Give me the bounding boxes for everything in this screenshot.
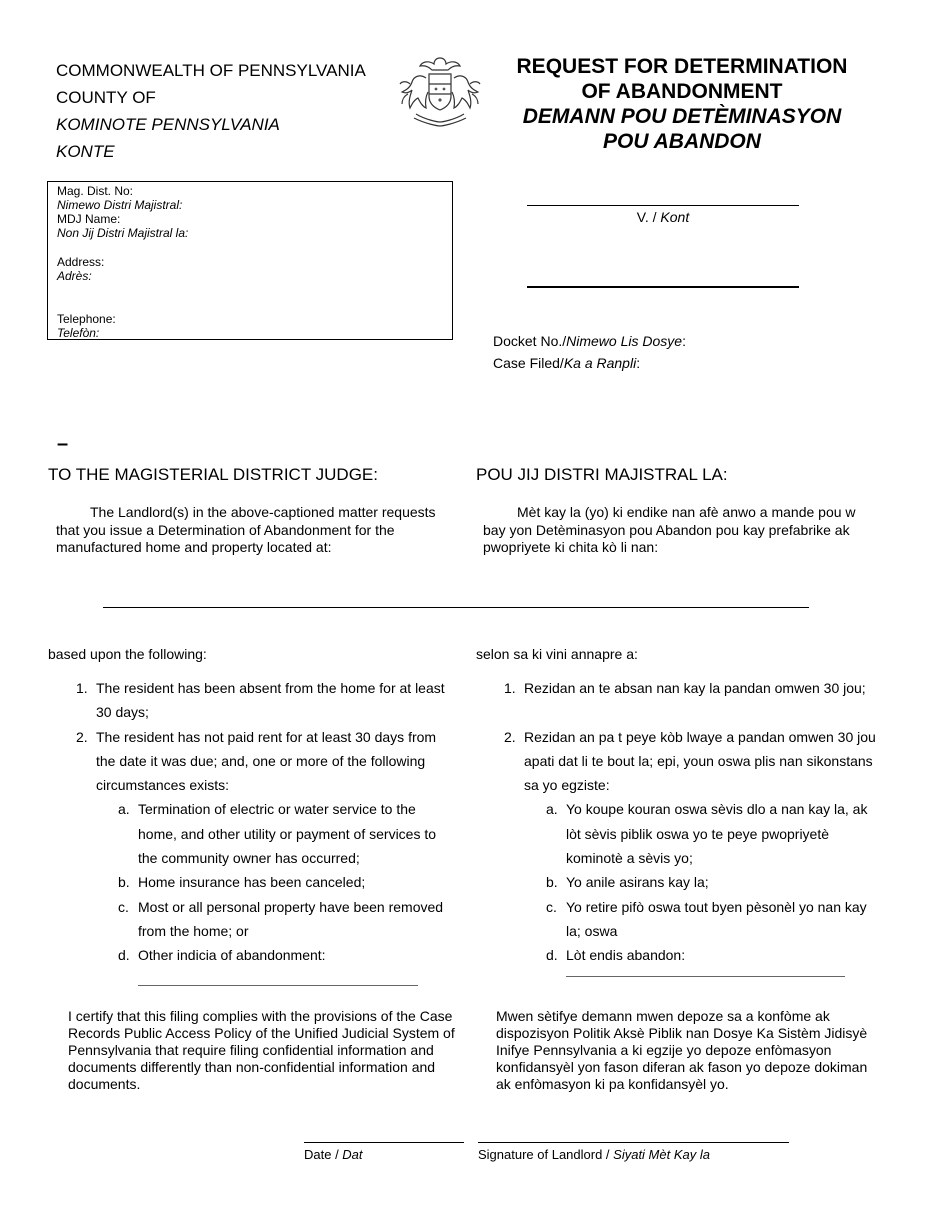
item-text: The resident has not paid rent for at least 30 days from the date it was due; and, one or more of the following circumstances exists: bbox=[96, 728, 437, 794]
filed-text-ht: Ka a Ranpli bbox=[563, 355, 637, 371]
item-letter: b. bbox=[118, 874, 130, 891]
list-item bbox=[504, 725, 880, 968]
docket-text-ht: Nimewo Lis Dosye bbox=[566, 333, 683, 349]
item-number: 1. bbox=[504, 680, 516, 696]
sub-list-item bbox=[118, 797, 452, 870]
pennsylvania-coat-of-arms-icon bbox=[396, 54, 484, 128]
title-line-3-ht: DEMANN POU DETÈMINASYON bbox=[522, 105, 842, 128]
english-based-upon: based upon the following: bbox=[48, 646, 207, 662]
item-text: Rezidan an te absan nan kay la pandan omwen 30 jou; bbox=[524, 680, 866, 696]
telephone-label: Telephone: bbox=[57, 312, 116, 326]
english-criteria-list bbox=[76, 676, 452, 968]
form-title bbox=[500, 54, 864, 154]
english-heading: TO THE MAGISTERIAL DISTRICT JUDGE: bbox=[48, 465, 378, 484]
item-text: The resident has been absent from the home for at least 30 days; bbox=[96, 680, 445, 721]
list-item bbox=[504, 676, 880, 700]
docket-colon: : bbox=[682, 333, 686, 349]
item-letter: c. bbox=[118, 898, 129, 915]
sub-list-item bbox=[118, 943, 452, 967]
item-letter: d. bbox=[546, 947, 558, 964]
address-label: Address: bbox=[57, 255, 105, 269]
date-line[interactable] bbox=[304, 1142, 464, 1143]
commonwealth-label: COMMONWEALTH OF PENNSYLVANIA bbox=[56, 61, 366, 80]
date-text-ht: Dat bbox=[342, 1147, 363, 1162]
defendant-line[interactable] bbox=[527, 286, 799, 288]
item-letter: a. bbox=[118, 801, 130, 818]
creole-intro: Mèt kay la (yo) ki endike nan afè anwo a mande pou w bay yon Detèminasyon pou Abandon pou kay prefabrike ak pwopriyete ki chita kò li nan: bbox=[483, 504, 856, 555]
telephone-label-ht: Telefòn: bbox=[57, 326, 100, 340]
versus-label bbox=[527, 209, 799, 225]
mag-dist-no-label: Mag. Dist. No: bbox=[57, 184, 134, 198]
item-letter: d. bbox=[118, 947, 130, 964]
property-address-line[interactable] bbox=[103, 607, 809, 608]
case-filed-label bbox=[493, 355, 640, 371]
item-text: Rezidan an pa t peye kòb lwaye a pandan omwen 30 jou apati dat li te bout la; epi, youn oswa plis nan sikonstans sa yo egziste: bbox=[524, 728, 876, 794]
mdj-name-label: MDJ Name: bbox=[57, 212, 121, 226]
title-line-2: OF ABANDONMENT bbox=[581, 80, 783, 103]
sub-list-item bbox=[546, 943, 880, 967]
item-text: Yo retire pifò oswa tout byen pèsonèl yo nan kay la; oswa bbox=[566, 898, 867, 939]
item-letter: a. bbox=[546, 801, 558, 818]
commonwealth-label-ht: KOMINOTE PENNSYLVANIA bbox=[56, 115, 280, 134]
english-other-indicia-line[interactable] bbox=[138, 985, 418, 986]
county-label-ht: KONTE bbox=[56, 142, 115, 161]
filed-text: Case Filed/ bbox=[493, 355, 564, 371]
sub-list-item bbox=[546, 797, 880, 870]
item-letter: b. bbox=[546, 874, 558, 891]
item-text: Termination of electric or water service to the home, and other utility or payment of services to the community owner has occurred; bbox=[138, 801, 437, 867]
title-line-1: REQUEST FOR DETERMINATION bbox=[516, 55, 848, 78]
item-text: Lòt endis abandon: bbox=[566, 947, 686, 964]
item-letter: c. bbox=[546, 898, 557, 915]
versus-text-ht: Kont bbox=[660, 209, 690, 225]
mdj-info-box bbox=[47, 181, 453, 340]
creole-based-upon: selon sa ki vini annapre a: bbox=[476, 646, 638, 662]
docket-text: Docket No./ bbox=[493, 333, 567, 349]
item-number: 2. bbox=[504, 728, 516, 745]
signature-line[interactable] bbox=[478, 1142, 789, 1143]
signature-label bbox=[478, 1147, 710, 1162]
date-text: Date / bbox=[304, 1147, 343, 1162]
mdj-name-label-ht: Non Jij Distri Majistral la: bbox=[57, 226, 189, 240]
item-text: Other indicia of abandonment: bbox=[138, 947, 326, 964]
plaintiff-line[interactable] bbox=[527, 205, 799, 206]
county-label: COUNTY OF bbox=[56, 88, 156, 107]
sub-list-item bbox=[546, 870, 880, 894]
list-item bbox=[76, 676, 452, 725]
sub-list-item bbox=[118, 870, 452, 894]
title-line-4-ht: POU ABANDON bbox=[603, 130, 761, 153]
creole-certification: Mwen sètifye demann mwen depoze sa a konfòme ak dispozisyon Politik Aksè Piblik nan Dosye Ka Sistèm Jidisyè Inifye Pennsylvania a ki egzije yo depoze enfòmasyon konfidansyèl yon fason diferan ak fason yo depoze dokiman ak enfòmasyon ki pa konfidansyèl yo. bbox=[496, 1008, 868, 1092]
filed-colon: : bbox=[636, 355, 641, 371]
date-label bbox=[304, 1147, 363, 1162]
versus-text: V. / bbox=[636, 209, 661, 225]
mag-dist-no-label-ht: Nimewo Distri Majistral: bbox=[57, 198, 183, 212]
sub-list-item bbox=[118, 895, 452, 944]
dash-mark: – bbox=[57, 433, 69, 455]
item-text: Yo koupe kouran oswa sèvis dlo a nan kay la, ak lòt sèvis piblik oswa yo te peye pwopriyetè kominotè a sèvis yo; bbox=[566, 801, 868, 867]
creole-other-indicia-line[interactable] bbox=[566, 976, 845, 977]
list-item bbox=[76, 725, 452, 968]
docket-no-label bbox=[493, 333, 686, 349]
item-text: Most or all personal property have been removed from the home; or bbox=[138, 898, 444, 939]
signature-text: Signature of Landlord / bbox=[478, 1147, 614, 1162]
creole-heading: POU JIJ DISTRI MAJISTRAL LA: bbox=[476, 465, 728, 484]
sub-list-item bbox=[546, 895, 880, 944]
english-intro: The Landlord(s) in the above-captioned matter requests that you issue a Determination of Abandonment for the manufactured home and property located at: bbox=[56, 504, 436, 555]
english-certification: I certify that this filing complies with the provisions of the Case Records Public Access Policy of the Unified Judicial System of Pennsylvania that require filing confidential information and documents differently than non-confidential information and documents. bbox=[68, 1008, 455, 1092]
item-text: Yo anile asirans kay la; bbox=[566, 874, 709, 891]
item-number: 1. bbox=[76, 680, 88, 696]
item-number: 2. bbox=[76, 728, 88, 745]
creole-criteria-list bbox=[504, 676, 880, 968]
signature-text-ht: Siyati Mèt Kay la bbox=[613, 1147, 710, 1162]
item-text: Home insurance has been canceled; bbox=[138, 874, 366, 891]
address-label-ht: Adrès: bbox=[57, 269, 92, 283]
